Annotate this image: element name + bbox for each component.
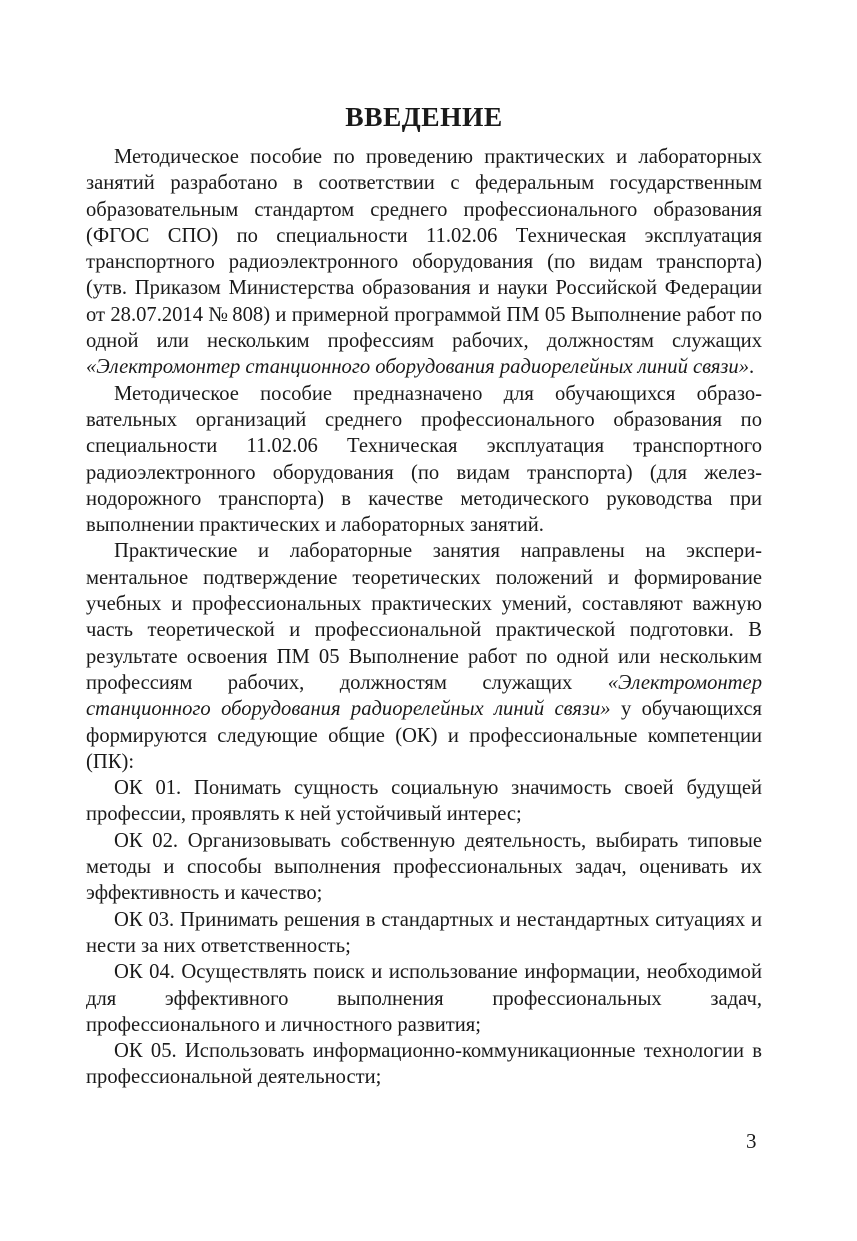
text-run: Практические и лабораторные занятия направлены на экспериментальное подтверждение теоретических положений и формирование учебных и профессиональных практических умений, составляют важную часть теоретической и профессиональной практической подготовки. В результате освоения ПМ 05 Выполнение работ по одной или нескольким профессиям рабочих, должностям служащих [86,540,762,694]
text-run: ОК 01. Понимать сущность социальную значимость своей будущей профессии, проявлять к ней устойчивый интерес; [86,777,762,826]
text-run: Методическое пособие по проведению практических и лабораторных занятий разработано в соответствии с федеральным государственным образовательным стандартом среднего профессионального образования (ФГОС СПО) по специальности 11.02.06 Техническая эксплуатация транспортного радиоэлектронного оборудования (по видам транспорта) (утв. Приказом Министерства образования и науки Российской Федерации от 28.07.2014 № 808) и примерной программой ПМ 05 Выполнение работ по одной или нескольким профессиям рабочих, должностям служащих [86,146,762,353]
text-run: Методическое пособие предназначено для обучающихся образовательных организаций среднего профессионального образования по специальности 11.02.06 Техническая эксплуатация транспортного радиоэлектронного оборудования (по видам транспорта) (для железнодорожного транспорта) в качестве методического руководства при выполнении практических и лабораторных занятий. [86,382,762,537]
text-run: . [749,356,755,379]
page-title: ВВЕДЕНИЕ [345,101,503,132]
italic-text-run: «Электромонтер станционного оборудования радиорелейных линий связи» [86,356,750,379]
paragraph [86,1038,762,1091]
paragraph [86,538,762,775]
paragraph [86,144,762,381]
paragraph [86,775,762,828]
text-run: ОК 03. Принимать решения в стандартных и нестандартных ситуациях и нести за них ответственность; [86,908,762,957]
paragraph [86,381,762,539]
italic-text-run: «Электромонтер станционного оборудования радиорелейных линий связи» [86,671,762,721]
text-run: ОК 02. Организовывать собственную деятельность, выбирать типовые методы и способы выполнения профессиональных задач, оценивать их эффективность и качество; [86,829,762,905]
paragraph [86,907,762,960]
paragraph [86,828,762,907]
text-run: ОК 04. Осуществлять поиск и использование информации, необходимой для эффективного выполнения профессиональных задач, профессионального и личностного развития; [86,961,762,1036]
page-number: 3 [746,1129,757,1153]
text-run: у обучающихся формируются следующие общие (ОК) и профессиональные компетенции (ПК): [86,698,762,773]
text-run: ОК 05. Использовать информационно-коммуникационные технологии в профессиональной деятельности; [86,1040,762,1089]
page-content [86,98,762,1091]
paragraph [86,959,762,1038]
body-text [86,144,762,1091]
